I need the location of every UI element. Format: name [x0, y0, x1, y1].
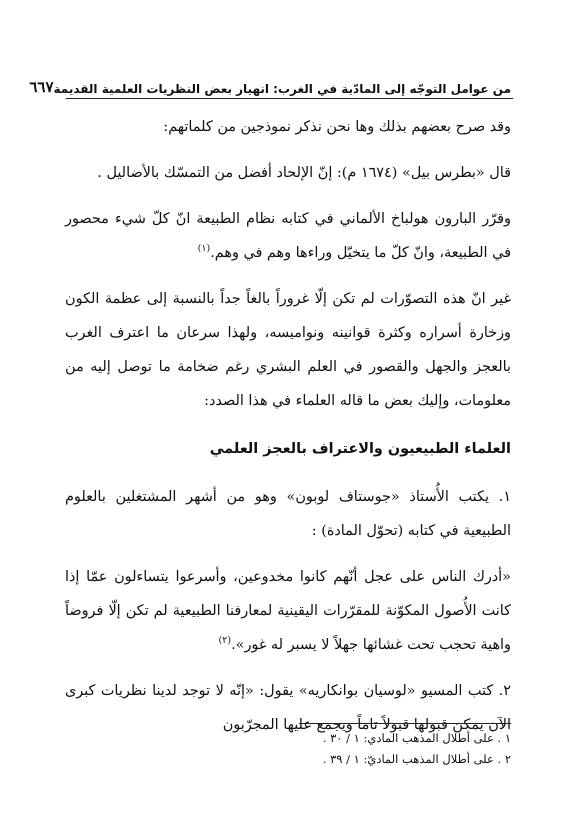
- footnote-2: ٢ . على أطلال المذهب الماديّ: ١ / ٣٩ .: [322, 752, 511, 766]
- paragraph-intro: [65, 110, 511, 144]
- paragraph-western-admission-text: غير انّ هذه التصوّرات لم تكن إلّا غروراً بالغاً جداً بالنسبة إلى عظمة الكون وزخارة أسراره وكثرة قوانينه ونواميسه، ولهذا سرعان ما اعترف الغرب بالعجز والجهل والقصور في العلم البشري رغم ضخامة ما توصل إليه من معلومات، وإليك بعض ما قاله العلماء في هذا الصدد:: [65, 291, 511, 409]
- footnotes: [65, 728, 511, 770]
- paragraph-holbach-text: وقرّر البارون هولباخ الألماني في كتابه نظام الطبيعة انّ كلّ شيء محصور في الطبيعة، وانّ كلّ ما يتخيّل وراءها وهم في وهم.: [65, 211, 511, 261]
- paragraph-le-bon: [65, 480, 511, 548]
- paragraph-le-bon-quote-text: «أدرك الناس على عجل أنّهم كانوا مخدوعين، وأسرعوا يتساءلون عمّا إذا كانت الأُصول المكوّنة للمقرّرات اليقينية لمعارفنا الطبيعية لم تكن إلّا فروضاً واهية تحجب تحت غشائها جهلاً لا يسبر له غور».: [65, 569, 511, 653]
- paragraph-le-bon-text: ١. يكتب الأُستاذ «جوستاف لوبون» وهو من أشهر المشتغلين بالعلوم الطبيعية في كتابه (تحوّل المادة) :: [65, 489, 511, 539]
- section-heading: العلماء الطبيعيون والاعتراف بالعجز العلمي: [209, 441, 511, 457]
- paragraph-poincare-text: ٢. كتب المسيو «لوسيان بوانكاريه» يقول: «إنّه لا توجد لدينا نظريات كبرى الآن يمكن قبولها قبولاً تاماً ويجمع عليها المجرّبون: [65, 683, 511, 733]
- footnote-rule: [299, 723, 511, 724]
- paragraph-bayle-quote: [65, 156, 511, 190]
- running-head: [29, 72, 511, 96]
- paragraph-holbach: [65, 202, 511, 270]
- paragraph-intro-text: وقد صرح بعضهم بذلك وها نحن نذكر نموذجين من كلماتهم:: [163, 119, 511, 135]
- running-title: من عوامل التوجّه إلى المادّية في الغرب: انهيار بعض النظريات العلمية القديمة: [53, 82, 511, 96]
- footnote-1: ١ . على أطلال المذهب المادي: ١ / ٣٠ .: [322, 731, 511, 745]
- page-number: ٦٦٧: [29, 78, 54, 96]
- paragraph-bayle-quote-text: قال «بطرس بيل» (١٦٧٤ م): إنّ الإلحاد أفضل من التمسّك بالأضاليل .: [97, 165, 511, 181]
- paragraph-western-admission: [65, 282, 511, 418]
- paragraph-le-bon-quote: [65, 560, 511, 662]
- footnote-ref-1[interactable]: (١): [197, 243, 211, 255]
- footnote-ref-2[interactable]: (٢): [218, 635, 232, 647]
- header-rule: [66, 98, 513, 99]
- body-text: [65, 110, 511, 754]
